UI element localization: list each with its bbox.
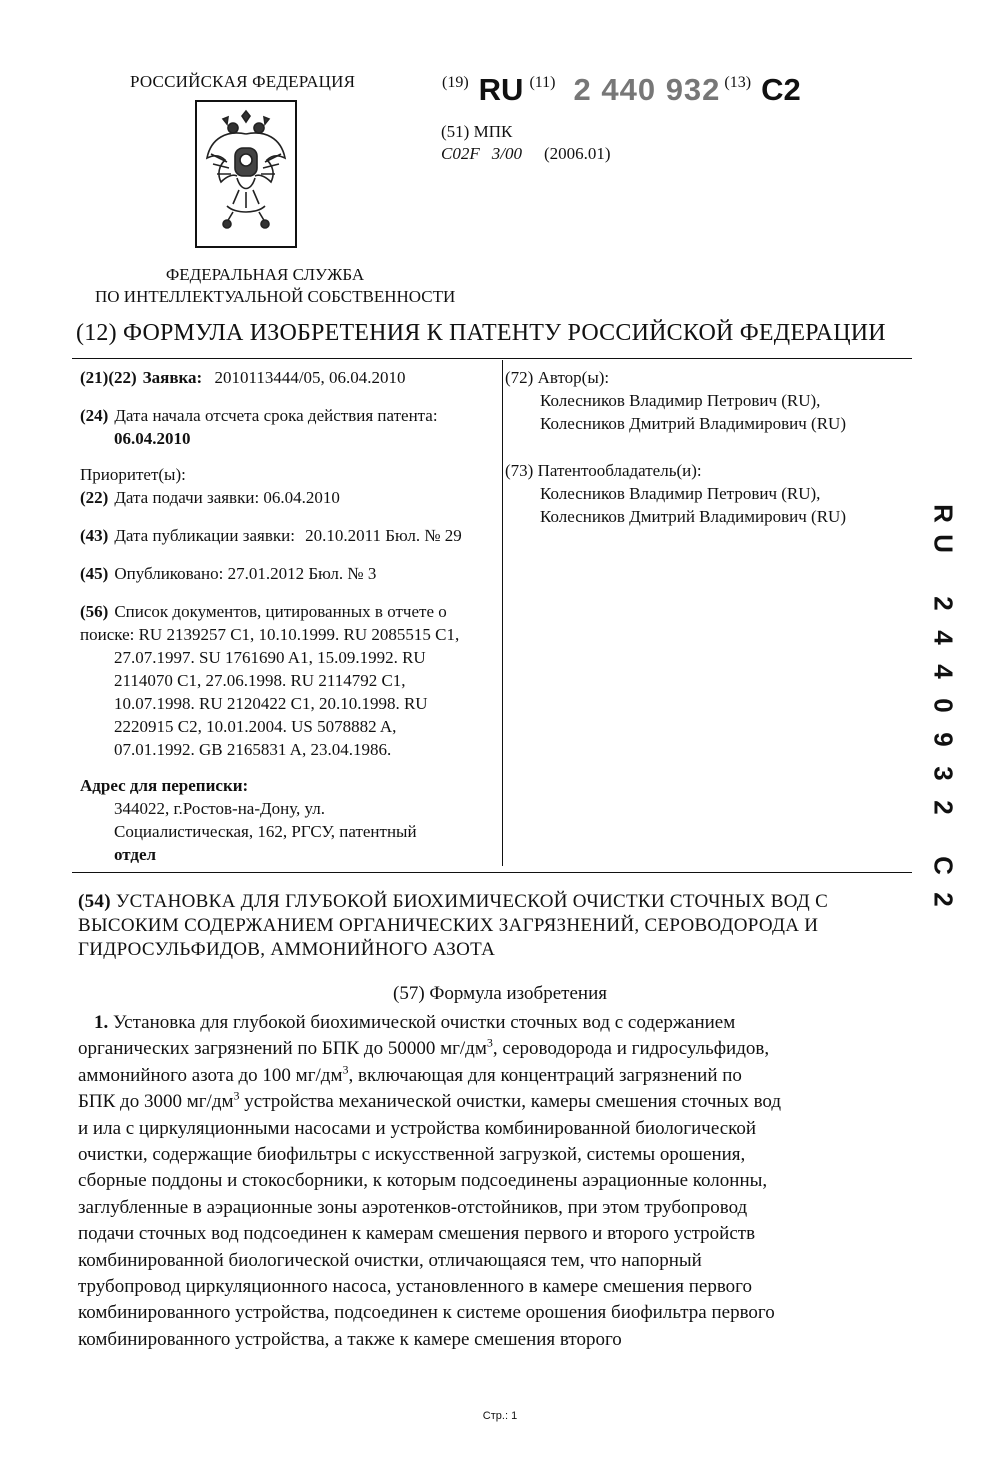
claim-number: 1.: [94, 1012, 109, 1033]
address-line: отдел: [114, 845, 157, 864]
address-line: 344022, г.Ростов-на-Дону, ул.: [114, 799, 325, 818]
claim-line: сборные поддоны и стокосборники, к которым подсоединены аэрационные колонны,: [78, 1170, 768, 1192]
inid-code-21-22: (21)(22): [80, 368, 137, 387]
owners-label: Патентообладатель(и):: [537, 461, 702, 480]
ipc-group: 3/00: [491, 144, 522, 163]
published-label: Опубликовано:: [114, 564, 224, 583]
ipc-class: C02F: [441, 144, 480, 163]
published-value: 27.01.2012 Бюл. № 3: [227, 564, 377, 583]
double-headed-eagle-icon: [197, 102, 295, 246]
document-title-code: (12): [76, 320, 117, 346]
inid-code-56: (56): [80, 602, 109, 621]
coat-of-arms-emblem: [195, 100, 297, 248]
inid-code-13: (13): [724, 74, 752, 91]
claim-line: и ила с циркуляционными насосами и устройства комбинированной биологической: [78, 1117, 757, 1139]
inid-code-43: (43): [80, 526, 109, 545]
inid-code-19: (19): [442, 74, 469, 91]
publication-number: [442, 72, 801, 120]
filing-label: Дата подачи заявки:: [114, 488, 260, 507]
start-date-value: 06.04.2010: [114, 429, 191, 448]
column-divider: [502, 360, 503, 866]
owner-name: Колесников Владимир Петрович (RU),: [540, 484, 821, 503]
agency-name: [95, 264, 456, 308]
inid-code-45: (45): [80, 564, 109, 583]
application-label: Заявка:: [142, 368, 203, 387]
citation-line: 10.07.1998. RU 2120422 C1, 20.10.1998. RU: [114, 694, 428, 713]
country-code: RU: [478, 72, 524, 107]
document-title: [76, 320, 886, 347]
inid-code-11: (11): [529, 74, 556, 91]
author-name: Колесников Дмитрий Владимирович (RU): [540, 414, 846, 433]
inid-code-24: (24): [80, 406, 109, 425]
filing-date-field: [80, 486, 340, 509]
title-rule: [72, 358, 912, 359]
claim-line: очистки, содержащие биофильтры с искусственной загрузкой, системы орошения,: [78, 1144, 746, 1166]
address-line: Социалистическая, 162, РГСУ, патентный: [114, 822, 417, 841]
claim-line: заглубленные в аэрационные зоны аэротенков-отстойников, при этом трубопровод: [78, 1196, 748, 1218]
invention-title: [78, 890, 908, 962]
inid-code-22: (22): [80, 488, 109, 507]
side-code-char: 2: [928, 596, 959, 611]
side-code-char: 9: [928, 732, 959, 747]
published-field: [80, 562, 376, 585]
claim-line: органических загрязнений по БПК до 50000 $мг/дм^3$, сероводорода и гидросульфидов,: [78, 1036, 770, 1060]
citation-line: 2220915 C2, 10.01.2004. US 5078882 A,: [114, 717, 397, 736]
invention-title-line: УСТАНОВКА ДЛЯ ГЛУБОКОЙ БИОХИМИЧЕСКОЙ ОЧИСТКИ СТОЧНЫХ ВОД С: [115, 891, 829, 912]
side-code-char: R: [928, 504, 959, 523]
side-code-char: C: [928, 856, 959, 875]
authors-and-owners: [505, 366, 925, 528]
author-name: Колесников Владимир Петрович (RU),: [540, 391, 821, 410]
claim-line: аммонийного азота до 100 $мг/дм^3$, включающая для концентраций загрязнений по: [78, 1062, 742, 1086]
start-date-field: [80, 404, 490, 450]
claim-line: подачи сточных вод подсоединен к камерам смешения первого и второго устройств: [78, 1223, 756, 1245]
citations-field: [80, 600, 496, 761]
side-code-char: U: [928, 534, 959, 553]
country-name: РОССИЙСКАЯ ФЕДЕРАЦИЯ: [130, 72, 356, 91]
priority-label: Приоритет(ы):: [80, 465, 186, 484]
citation-line: 07.01.1992. GB 2165831 A, 23.04.1986.: [114, 740, 392, 759]
publication-value: 20.10.2011 Бюл. № 29: [305, 526, 462, 545]
citation-line: 2114070 C1, 27.06.1998. RU 2114792 C1,: [114, 671, 406, 690]
claim-line: комбинированного устройства, а также к камере смешения второго: [78, 1328, 622, 1350]
agency-line-1: ФЕДЕРАЛЬНАЯ СЛУЖБА: [165, 265, 365, 284]
inid-code-72: (72): [505, 368, 534, 387]
citation-line: поиске: RU 2139257 C1, 10.10.1999. RU 2085515 C1,: [80, 625, 460, 644]
ipc-version: (2006.01): [543, 144, 611, 163]
claim-line: Установка для глубокой биохимической очистки сточных вод с содержанием: [113, 1012, 736, 1033]
side-code-char: 3: [928, 766, 959, 781]
kind-code: C2: [761, 72, 801, 107]
claim-line: БПК до 3000 $мг/дм^3$ устройства механической очистки, камеры смешения сточных вод: [78, 1088, 782, 1113]
claims-heading: (57) Формула изобретения: [393, 983, 607, 1004]
claim-line: комбинированного устройства, подсоединен к системе орошения биофильтра первого: [78, 1302, 775, 1324]
claim-line: трубопровод циркуляционного насоса, установленного в камере смешения первого: [78, 1276, 752, 1298]
claims-text: [78, 1010, 908, 1353]
document-title-text: ФОРМУЛА ИЗОБРЕТЕНИЯ К ПАТЕНТУ РОССИЙСКОЙ ФЕДЕРАЦИИ: [123, 320, 886, 346]
agency-line-2: ПО ИНТЕЛЛЕКТУАЛЬНОЙ СОБСТВЕННОСТИ: [95, 287, 456, 306]
citations-label: Список документов, цитированных в отчете о: [114, 602, 447, 621]
authors-label: Автор(ы):: [537, 368, 610, 387]
page-number: Стр.: 1: [482, 1410, 518, 1422]
address-label: Адрес для переписки:: [80, 776, 249, 795]
side-code-char: 2: [928, 800, 959, 815]
invention-title-line: ВЫСОКИМ СОДЕРЖАНИЕМ ОРГАНИЧЕСКИХ ЗАГРЯЗНЕНИЙ, СЕРОВОДОРОДА И: [78, 915, 819, 936]
start-date-label: Дата начала отсчета срока действия патента:: [114, 406, 438, 425]
ipc-label: МПК: [473, 122, 513, 141]
inid-code-73: (73): [505, 461, 534, 480]
claim-line: комбинированной биологической очистки, отличающаяся тем, что напорный: [78, 1249, 702, 1271]
publication-label: Дата публикации заявки:: [114, 526, 295, 545]
citation-line: 27.07.1997. SU 1761690 A1, 15.09.1992. RU: [114, 648, 426, 667]
side-code-char: 2: [928, 892, 959, 907]
ipc-block: [441, 121, 611, 165]
inid-code-51: (51): [441, 122, 470, 141]
application-value: 2010113444/05, 06.04.2010: [214, 368, 406, 387]
inid-code-54: (54): [78, 891, 111, 912]
side-code-char: 4: [928, 664, 959, 679]
application-field: [80, 366, 406, 389]
owner-name: Колесников Дмитрий Владимирович (RU): [540, 507, 846, 526]
side-code-char: 4: [928, 630, 959, 645]
biblio-bottom-rule: [72, 872, 912, 873]
side-code-char: 0: [928, 698, 959, 713]
correspondence-address: [80, 774, 496, 866]
publication-date-field: [80, 524, 462, 547]
filing-value: 06.04.2010: [263, 488, 340, 507]
patent-number: 2 440 932: [573, 72, 721, 107]
invention-title-line: ГИДРОСУЛЬФИДОВ, АММОНИЙНОГО АЗОТА: [78, 939, 496, 960]
